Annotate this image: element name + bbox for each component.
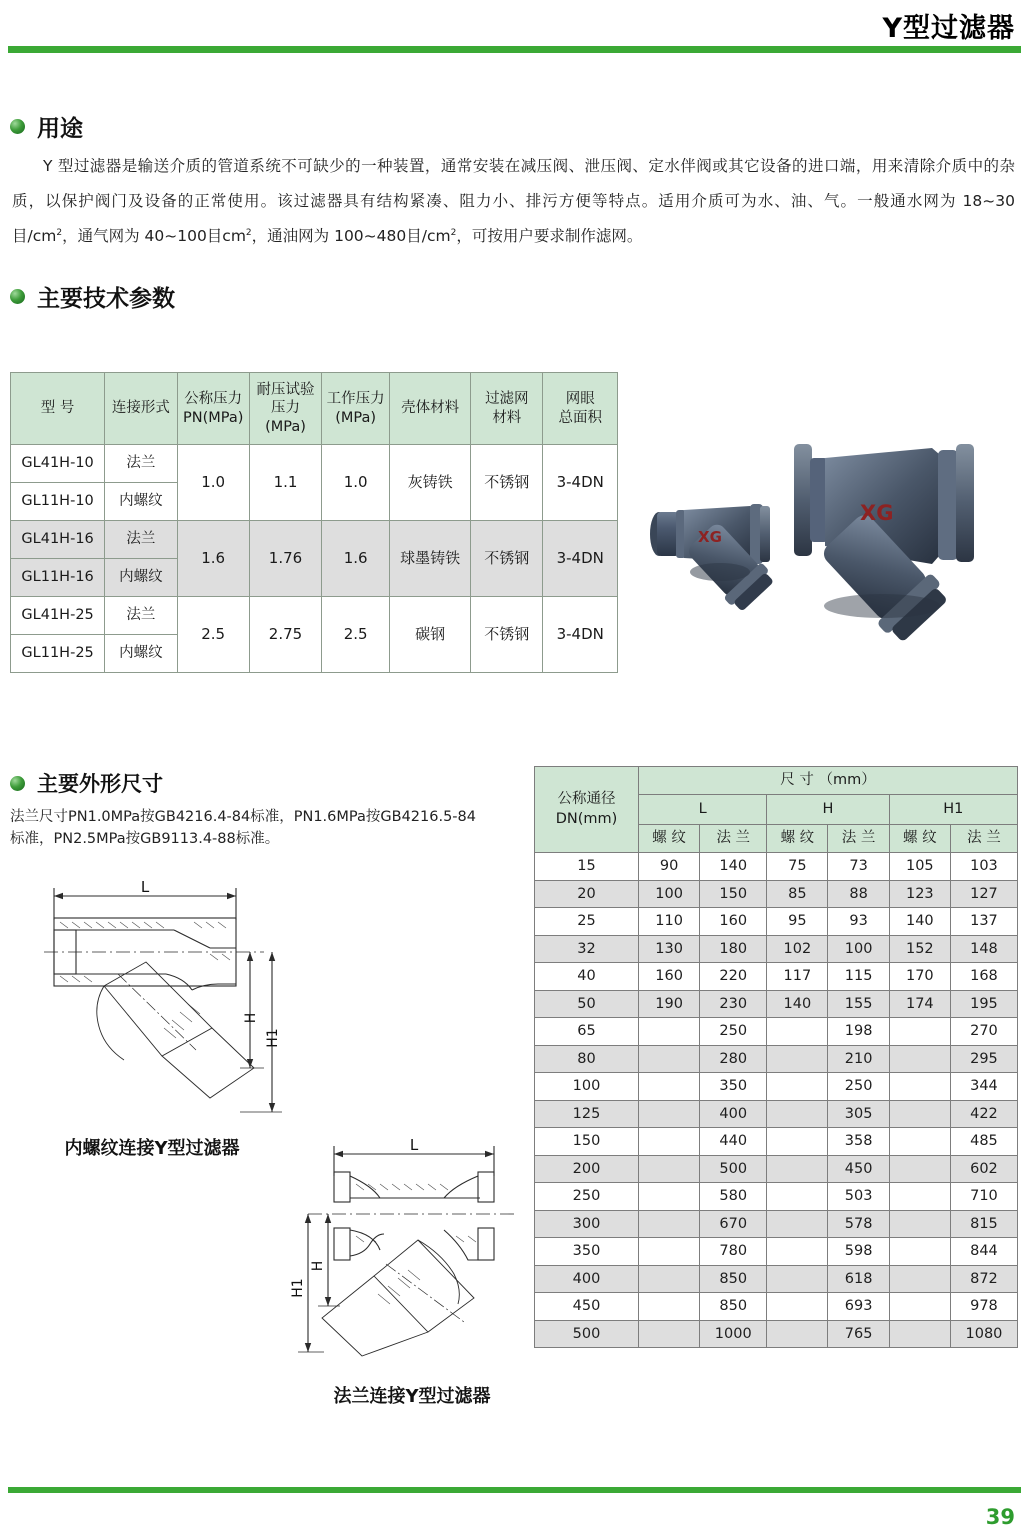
spec-header-model: 型 号 xyxy=(11,373,105,445)
drawing-label-H: H xyxy=(243,1012,259,1024)
dim-cell-H1-thread xyxy=(889,1210,950,1238)
dim-table-row xyxy=(535,1045,1018,1073)
dim-cell-H1-flange: 344 xyxy=(950,1073,1017,1101)
dim-cell-dn: 40 xyxy=(535,963,639,991)
spec-cell-mesh-material: 不锈钢 xyxy=(471,445,543,521)
dim-cell-H-thread xyxy=(767,1128,828,1156)
dim-cell-H1-thread: 123 xyxy=(889,880,950,908)
spec-header-body-material: 壳体材料 xyxy=(390,373,471,445)
page-number: 39 xyxy=(985,1505,1015,1529)
dim-cell-L-flange: 400 xyxy=(700,1100,767,1128)
spec-header-test-pressure-line1: 耐压试验 xyxy=(256,382,315,399)
dim-cell-H1-flange: 978 xyxy=(950,1293,1017,1321)
dim-table-row xyxy=(535,1210,1018,1238)
spec-cell-mesh-area: 3-4DN xyxy=(543,521,618,597)
dim-header-group-H: H xyxy=(767,795,889,825)
spec-cell-connection: 法兰 xyxy=(105,445,177,483)
dim-cell-H1-thread: 152 xyxy=(889,935,950,963)
spec-cell-connection: 内螺纹 xyxy=(105,635,177,673)
dim-header-group-H1: H1 xyxy=(889,795,1017,825)
dim-cell-L-thread xyxy=(639,1073,700,1101)
dim-cell-H-thread xyxy=(767,1293,828,1321)
dim-table-row xyxy=(535,1265,1018,1293)
dim-table-body xyxy=(535,853,1018,1348)
dim-cell-H-flange: 250 xyxy=(828,1073,889,1101)
dim-cell-H-flange: 88 xyxy=(828,880,889,908)
dim-cell-H-thread xyxy=(767,1238,828,1266)
dim-table-row xyxy=(535,1128,1018,1156)
spec-table-row xyxy=(11,597,618,635)
spec-cell-body-material: 碳钢 xyxy=(390,597,471,673)
spec-table-row xyxy=(11,445,618,483)
dim-cell-dn: 125 xyxy=(535,1100,639,1128)
spec-header-mesh-material-line2: 材料 xyxy=(492,409,522,426)
dim-table-row xyxy=(535,935,1018,963)
dim-cell-H1-flange: 844 xyxy=(950,1238,1017,1266)
dim-cell-H-thread xyxy=(767,1265,828,1293)
usage-text-part-1: Y 型过滤器是输送介质的管道系统不可缺少的一种装置，通常安装在减压阀、泄压阀、定水伴阀或其它设备的进口端，用来清除介质中的杂质，以保护阀门及设备的正常使用。该过滤器具有结构紧凑、阻力小、排污方便等特点。适用介质可为水、油、气。一般通水网为 18~30目/cm xyxy=(12,157,1015,245)
dim-cell-L-thread: 190 xyxy=(639,990,700,1018)
dim-cell-H-flange: 115 xyxy=(828,963,889,991)
dim-cell-H-flange: 198 xyxy=(828,1018,889,1046)
dim-cell-H1-flange: 602 xyxy=(950,1155,1017,1183)
dim-cell-L-thread: 90 xyxy=(639,853,700,881)
dim-cell-L-thread xyxy=(639,1155,700,1183)
dim-cell-L-flange: 850 xyxy=(700,1293,767,1321)
drawing-label-H1: H1 xyxy=(265,1028,281,1048)
dim-cell-H1-flange: 103 xyxy=(950,853,1017,881)
dim-cell-H1-thread: 174 xyxy=(889,990,950,1018)
dim-cell-H-thread: 140 xyxy=(767,990,828,1018)
dim-table-row xyxy=(535,1018,1018,1046)
dim-cell-dn: 250 xyxy=(535,1183,639,1211)
dim-cell-L-flange: 350 xyxy=(700,1073,767,1101)
dim-cell-H1-flange: 137 xyxy=(950,908,1017,936)
spec-header-nominal-pressure xyxy=(177,373,249,445)
dim-cell-H1-flange: 195 xyxy=(950,990,1017,1018)
dim-cell-H1-thread xyxy=(889,1265,950,1293)
dim-cell-H-thread xyxy=(767,1155,828,1183)
usage-sup-3: 2 xyxy=(450,227,457,238)
dim-header-dn xyxy=(535,767,639,853)
dim-cell-H-thread: 75 xyxy=(767,853,828,881)
drawing-label-L: L xyxy=(140,878,150,896)
footer-green-rule xyxy=(8,1487,1021,1493)
dim-subheader-H-flange: 法 兰 xyxy=(828,825,889,853)
dim-cell-dn: 150 xyxy=(535,1128,639,1156)
dim-cell-H-thread xyxy=(767,1210,828,1238)
dim-cell-H-thread: 102 xyxy=(767,935,828,963)
dim-cell-H1-flange: 148 xyxy=(950,935,1017,963)
spec-cell-connection: 内螺纹 xyxy=(105,559,177,597)
dim-header-dn-line2: DN(mm) xyxy=(555,810,618,827)
dim-cell-H1-thread: 170 xyxy=(889,963,950,991)
spec-cell-connection: 法兰 xyxy=(105,597,177,635)
dim-cell-dn: 100 xyxy=(535,1073,639,1101)
spec-table-body xyxy=(11,445,618,673)
dim-header-size: 尺 寸 （mm） xyxy=(639,767,1018,795)
spec-cell-model: GL11H-16 xyxy=(11,559,105,597)
dim-cell-L-flange: 180 xyxy=(700,935,767,963)
spec-cell-work-pressure: 1.0 xyxy=(322,445,390,521)
green-bullet-icon xyxy=(10,776,25,791)
dim-cell-H-flange: 450 xyxy=(828,1155,889,1183)
spec-cell-mesh-area: 3-4DN xyxy=(543,597,618,673)
dim-cell-H1-thread xyxy=(889,1238,950,1266)
dim-table-row xyxy=(535,1238,1018,1266)
dim-cell-H-flange: 93 xyxy=(828,908,889,936)
dim-cell-L-flange: 1000 xyxy=(700,1320,767,1348)
dim-cell-H-thread xyxy=(767,1100,828,1128)
drawing-label-L: L xyxy=(409,1136,419,1154)
spec-cell-model: GL11H-10 xyxy=(11,483,105,521)
dim-cell-H1-flange: 295 xyxy=(950,1045,1017,1073)
dimension-table-container xyxy=(534,766,1018,1348)
spec-header-connection: 连接形式 xyxy=(105,373,177,445)
dim-cell-dn: 80 xyxy=(535,1045,639,1073)
threaded-drawing-caption: 内螺纹连接Y型过滤器 xyxy=(64,1138,240,1159)
dim-table-row xyxy=(535,1183,1018,1211)
dim-cell-L-thread xyxy=(639,1265,700,1293)
dim-cell-H-flange: 210 xyxy=(828,1045,889,1073)
dim-cell-L-thread xyxy=(639,1320,700,1348)
dim-cell-dn: 65 xyxy=(535,1018,639,1046)
dim-cell-L-flange: 280 xyxy=(700,1045,767,1073)
spec-table-head xyxy=(11,373,618,445)
dim-cell-H-flange: 305 xyxy=(828,1100,889,1128)
dim-header-row-1 xyxy=(535,767,1018,795)
dim-header-group-L: L xyxy=(639,795,767,825)
dim-cell-H1-thread xyxy=(889,1100,950,1128)
dim-cell-H1-flange: 270 xyxy=(950,1018,1017,1046)
spec-header-mesh-area-line2: 总面积 xyxy=(558,409,602,426)
dim-table-row xyxy=(535,1320,1018,1348)
product-photo xyxy=(632,424,1024,668)
usage-sup-1: 2 xyxy=(56,227,63,238)
spec-cell-test-pressure: 1.1 xyxy=(249,445,321,521)
dim-cell-H-flange: 618 xyxy=(828,1265,889,1293)
usage-section xyxy=(0,110,1029,254)
dim-table-row xyxy=(535,1293,1018,1321)
dim-cell-H-flange: 155 xyxy=(828,990,889,1018)
green-bullet-icon xyxy=(10,289,25,304)
dim-cell-H-thread: 85 xyxy=(767,880,828,908)
dim-table-row xyxy=(535,1100,1018,1128)
spec-header-nominal-pressure-line1: 公称压力 xyxy=(184,391,243,408)
dim-cell-dn: 25 xyxy=(535,908,639,936)
usage-sup-2: 2 xyxy=(245,227,252,238)
dim-cell-H1-thread xyxy=(889,1320,950,1348)
page-header xyxy=(0,0,1029,62)
dim-subheader-H-thread: 螺 纹 xyxy=(767,825,828,853)
dim-cell-L-flange: 780 xyxy=(700,1238,767,1266)
dim-cell-H1-thread xyxy=(889,1293,950,1321)
dim-subheader-H1-thread: 螺 纹 xyxy=(889,825,950,853)
dim-cell-dn: 300 xyxy=(535,1210,639,1238)
spec-header-work-pressure xyxy=(322,373,390,445)
y-strainer-product-image xyxy=(632,424,1024,668)
dim-cell-L-flange: 850 xyxy=(700,1265,767,1293)
dim-cell-H-thread xyxy=(767,1320,828,1348)
threaded-strainer-drawing-block xyxy=(14,878,294,1160)
dim-cell-H-thread: 95 xyxy=(767,908,828,936)
dim-subheader-H1-flange: 法 兰 xyxy=(950,825,1017,853)
header-green-rule xyxy=(8,46,1021,53)
dim-cell-dn: 20 xyxy=(535,880,639,908)
dim-cell-H1-thread xyxy=(889,1183,950,1211)
spec-cell-connection: 内螺纹 xyxy=(105,483,177,521)
dim-subheader-L-flange: 法 兰 xyxy=(700,825,767,853)
dim-cell-H-flange: 578 xyxy=(828,1210,889,1238)
flange-standards-note: 法兰尺寸PN1.0MPa按GB4216.4-84标准，PN1.6MPa按GB4216.5-84标准，PN2.5MPa按GB9113.4-88标准。 xyxy=(10,809,476,848)
dim-table-row xyxy=(535,963,1018,991)
dim-cell-L-flange: 500 xyxy=(700,1155,767,1183)
spec-header-nominal-pressure-line2: PN(MPa) xyxy=(182,409,244,426)
dim-cell-H1-thread xyxy=(889,1018,950,1046)
dim-cell-H-flange: 598 xyxy=(828,1238,889,1266)
usage-text-part-3: ，通油网为 100~480目/cm xyxy=(251,226,451,245)
dim-cell-L-thread: 110 xyxy=(639,908,700,936)
dimension-section-left xyxy=(0,768,520,1407)
dim-cell-H-thread xyxy=(767,1073,828,1101)
dim-cell-dn: 500 xyxy=(535,1320,639,1348)
dim-cell-L-flange: 440 xyxy=(700,1128,767,1156)
dim-cell-H-thread xyxy=(767,1018,828,1046)
spec-header-row xyxy=(11,373,618,445)
dim-cell-H1-flange: 127 xyxy=(950,880,1017,908)
dim-cell-H1-flange: 710 xyxy=(950,1183,1017,1211)
spec-cell-mesh-material: 不锈钢 xyxy=(471,521,543,597)
dim-cell-L-flange: 160 xyxy=(700,908,767,936)
spec-cell-body-material: 灰铸铁 xyxy=(390,445,471,521)
dim-cell-dn: 450 xyxy=(535,1293,639,1321)
spec-header-mesh-material xyxy=(471,373,543,445)
spec-header-mesh-area xyxy=(543,373,618,445)
flanged-strainer-drawing xyxy=(278,1136,546,1376)
spec-cell-work-pressure: 2.5 xyxy=(322,597,390,673)
technical-parameters-table xyxy=(10,372,618,673)
dim-cell-L-thread xyxy=(639,1183,700,1211)
dim-cell-L-flange: 670 xyxy=(700,1210,767,1238)
spec-header-mesh-material-line1: 过滤网 xyxy=(485,391,529,408)
spec-cell-model: GL11H-25 xyxy=(11,635,105,673)
dim-cell-L-thread xyxy=(639,1293,700,1321)
dim-section-heading xyxy=(10,768,520,798)
dim-table-row xyxy=(535,853,1018,881)
spec-cell-test-pressure: 1.76 xyxy=(249,521,321,597)
green-bullet-icon xyxy=(10,119,25,134)
spec-cell-nominal-pressure: 1.0 xyxy=(177,445,249,521)
dim-cell-H1-thread: 140 xyxy=(889,908,950,936)
dim-cell-L-thread xyxy=(639,1045,700,1073)
dim-cell-dn: 350 xyxy=(535,1238,639,1266)
dim-cell-dn: 400 xyxy=(535,1265,639,1293)
dim-cell-dn: 15 xyxy=(535,853,639,881)
spec-cell-model: GL41H-16 xyxy=(11,521,105,559)
dim-cell-L-thread xyxy=(639,1100,700,1128)
usage-section-title: 用途 xyxy=(37,116,83,142)
dim-cell-L-thread xyxy=(639,1018,700,1046)
spec-header-work-pressure-line1: 工作压力 xyxy=(326,391,385,408)
spec-header-mesh-area-line1: 网眼 xyxy=(565,391,595,408)
usage-text-part-4: ，可按用户要求制作滤网。 xyxy=(456,226,643,245)
dim-cell-H1-thread: 105 xyxy=(889,853,950,881)
spec-cell-body-material: 球墨铸铁 xyxy=(390,521,471,597)
spec-cell-nominal-pressure: 2.5 xyxy=(177,597,249,673)
page-title: Y型过滤器 xyxy=(882,13,1015,44)
spec-header-test-pressure xyxy=(249,373,321,445)
dim-subheader-L-thread: 螺 纹 xyxy=(639,825,700,853)
threaded-strainer-drawing xyxy=(14,878,294,1128)
dim-cell-H1-flange: 168 xyxy=(950,963,1017,991)
dim-cell-dn: 200 xyxy=(535,1155,639,1183)
dim-table-row xyxy=(535,880,1018,908)
dim-cell-H1-thread xyxy=(889,1045,950,1073)
flanged-strainer-drawing-block xyxy=(278,1136,546,1408)
spec-cell-model: GL41H-10 xyxy=(11,445,105,483)
dim-cell-L-thread xyxy=(639,1238,700,1266)
dim-header-dn-line1: 公称通径 xyxy=(557,790,616,807)
dim-cell-H-flange: 73 xyxy=(828,853,889,881)
dim-cell-L-thread: 160 xyxy=(639,963,700,991)
spec-section-title: 主要技术参数 xyxy=(37,285,175,312)
dim-cell-H-flange: 693 xyxy=(828,1293,889,1321)
dim-cell-L-flange: 140 xyxy=(700,853,767,881)
spec-header-work-pressure-line2: (MPa) xyxy=(335,409,377,426)
dim-cell-L-flange: 580 xyxy=(700,1183,767,1211)
dim-cell-H-thread: 117 xyxy=(767,963,828,991)
spec-cell-mesh-material: 不锈钢 xyxy=(471,597,543,673)
dim-cell-H-flange: 358 xyxy=(828,1128,889,1156)
dim-cell-H1-flange: 1080 xyxy=(950,1320,1017,1348)
dim-cell-H1-thread xyxy=(889,1155,950,1183)
dim-section-title: 主要外形尺寸 xyxy=(37,772,163,796)
dim-cell-H1-flange: 422 xyxy=(950,1100,1017,1128)
spec-cell-work-pressure: 1.6 xyxy=(322,521,390,597)
dim-cell-H-flange: 100 xyxy=(828,935,889,963)
dim-cell-L-flange: 150 xyxy=(700,880,767,908)
spec-table-container xyxy=(10,372,618,673)
dim-cell-H1-flange: 872 xyxy=(950,1265,1017,1293)
dim-cell-L-flange: 230 xyxy=(700,990,767,1018)
dim-cell-H1-flange: 815 xyxy=(950,1210,1017,1238)
dim-cell-L-flange: 220 xyxy=(700,963,767,991)
dimensions-table xyxy=(534,766,1018,1348)
spec-table-row xyxy=(11,521,618,559)
svg-text:XG: XG xyxy=(860,501,894,525)
dim-cell-H-flange: 765 xyxy=(828,1320,889,1348)
dim-cell-L-thread xyxy=(639,1210,700,1238)
dim-cell-L-flange: 250 xyxy=(700,1018,767,1046)
spec-cell-test-pressure: 2.75 xyxy=(249,597,321,673)
dim-cell-L-thread: 130 xyxy=(639,935,700,963)
dim-cell-dn: 50 xyxy=(535,990,639,1018)
spec-cell-mesh-area: 3-4DN xyxy=(543,445,618,521)
dim-table-row xyxy=(535,1155,1018,1183)
usage-section-heading xyxy=(10,110,1029,143)
dim-table-row xyxy=(535,908,1018,936)
drawing-label-H: H xyxy=(310,1260,326,1272)
spec-cell-model: GL41H-25 xyxy=(11,597,105,635)
spec-cell-nominal-pressure: 1.6 xyxy=(177,521,249,597)
dim-cell-H-thread xyxy=(767,1183,828,1211)
dim-table-head xyxy=(535,767,1018,853)
dim-cell-dn: 32 xyxy=(535,935,639,963)
flanged-drawing-caption: 法兰连接Y型过滤器 xyxy=(333,1386,491,1407)
spec-cell-connection: 法兰 xyxy=(105,521,177,559)
dim-cell-L-thread: 100 xyxy=(639,880,700,908)
svg-text:XG: XG xyxy=(698,528,722,546)
usage-text-part-2: ，通气网为 40~100目cm xyxy=(62,226,246,245)
dim-cell-H1-thread xyxy=(889,1128,950,1156)
dim-table-row xyxy=(535,1073,1018,1101)
dim-cell-H1-flange: 485 xyxy=(950,1128,1017,1156)
dim-cell-L-thread xyxy=(639,1128,700,1156)
dim-cell-H1-thread xyxy=(889,1073,950,1101)
dim-cell-H-flange: 503 xyxy=(828,1183,889,1211)
spec-header-test-pressure-line2: 压力(MPa) xyxy=(265,400,306,435)
drawing-label-H1: H1 xyxy=(290,1278,306,1298)
dim-cell-H-thread xyxy=(767,1045,828,1073)
dim-table-row xyxy=(535,990,1018,1018)
usage-paragraph xyxy=(12,149,1015,254)
spec-section-heading xyxy=(10,280,1029,313)
